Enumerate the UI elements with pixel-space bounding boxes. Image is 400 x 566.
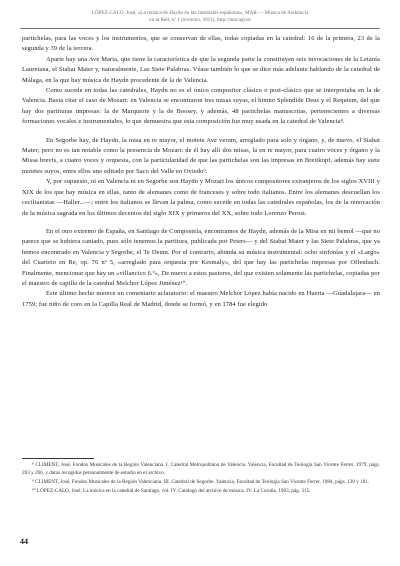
page-number: 44 <box>20 537 28 546</box>
paragraph: En Segorbe hay, de Haydn, la misa en re mayor, el motete Ave verum, arreglado para solo y órgano, y, de nuevo, el Stabat Mater; pero no es tan notable como la presencia de Mozart: de él hay allí dos misas, la en re mayor, para cuatro voces y órgano y la Missa brevis, a cuatro voces y orquesta, con la particularidad de que las partichelas son las impresas en Breitkopf, además hay siete motetes suyos, entre ellos uno editado por Saco del Valle en Oviedo⁹. <box>22 136 380 175</box>
header-journal[interactable]: en la Red, nº 1 (invierno, 2011), http://mar.ugr.es <box>149 16 251 23</box>
paragraph: Como sucede en todas las catedrales, Haydn no es el único compositor clásico o post-clásico que se interpretaba en la de Valencia. Basta citar el caso de Mozart: en Valencia se encontraron tres misas suyas, el himno Splendide Deus y el Requiem, del que hay dos partituras impresas: la de Marquerie y la de Boosey, y además, 48 partichelas manuscritas, pertenecientes a diversas formaciones vocales e instrumentales, lo que demuestra que esta composición fue muy usada en la catedral de Valencia⁸. <box>22 87 380 126</box>
paragraph: Y, por supuesto, ni en Valencia ni en Segorbe son Haydn y Mozart los únicos compositores extranjeros de los siglos XVIII y XIX de los que hay música en ellas, tanto de alemanes como de franceses y sobre todo italianos. Entre los alemanes descuellan los cecilianistas —Haller...—; entre los italianos se llevan la palma, como sucede en todas las catedrales españolas, los de la renovación de la música sagrada en los últimos decenios del siglo XIX y primeros del XX, sobre todo Lorenzo Perosi. <box>22 178 380 217</box>
header-citation: LÓPEZ-CALO, José, «La música de Haydn en las catedrales españolas», MAR — Música de Andalucía <box>91 10 309 16</box>
running-header <box>10 10 390 24</box>
body-text <box>22 34 380 310</box>
header-rule <box>20 28 380 29</box>
footnote-rule <box>22 458 94 459</box>
footnote: ¹⁰ LÓPEZ-CALO, José, La música en la catedral de Santiago, vol. IV. Catálogo del archivo de música. IV. La Coruña, 1993, pág. 315. <box>32 488 311 495</box>
paragraph: partichelas, para las voces y los instrumentos, que se conservan de ellas, todas copiadas en la catedral: 16 de la primera, 23 de la segunda y 39 de la tercera. <box>22 35 380 53</box>
paragraph: En el otro extremo de España, en Santiago de Compostela, encontramos de Haydn, además de la Misa en mi bemol —que no parece que se hubiera cantado, pues sólo tenemos la partitura, publicada por Peters— y del Stabat Mater y las Siete Palabras, que ya hemos encontrado en Valencia y Segorbe, el Te Deum. Por el contrario, abunda su música instrumental: ocho sinfonías y el «Largo» del Cuarteto en Re, op. 76 nº 5, «arreglado para orquesta por Kesmaly», del que hay las partichelas impresas por Offenbach. Finalmente, mencionar que hay un «villancico 6.º», De nuevo a estos pastores, del que existen solamente las partichelas, copiadas por el maestro de capilla de la catedral Melchor López Jiménez¹⁰. <box>22 227 380 287</box>
footnote: ⁸ CLIMENT, José, Fondos Musicales de la Región Valenciana. I. Catedral Metropolitana de Valencia. Valencia, Facultad de Teología San Vicente Ferrer, 1979, págs. 203 y 266, y datos recogidos personalmente de estudio en el archivo. <box>22 462 380 476</box>
footnote: ⁹ CLIMENT, José, Fondos Musicales de la Región Valenciana. III. Catedral de Segorbe. Valencia, Facultad de Teología San Vicente Ferrer, 1984, págs. 130 y 181. <box>32 478 370 485</box>
paragraph: Este último hecho merece un comentario aclaratorio: el maestro Melchor López había nacido en Huerta —Guadalajara— en 1759; fue niño de coro en la Capilla Real de Madrid, donde se formó, y en 1784 fue elegido <box>22 290 380 308</box>
paragraph: Aparte hay una Ave Maria, que tiene la característica de que la segunda parte la constituyen seis invocaciones de la Letanía Lauretana, el Stabat Mater y, naturalmente, Las Siete Palabras. Véase también lo que se dice más adelante hablando de la catedral de Málaga, en la que hay música de Haydn procedente de la de Valencia. <box>22 55 380 84</box>
footnotes <box>22 462 380 497</box>
